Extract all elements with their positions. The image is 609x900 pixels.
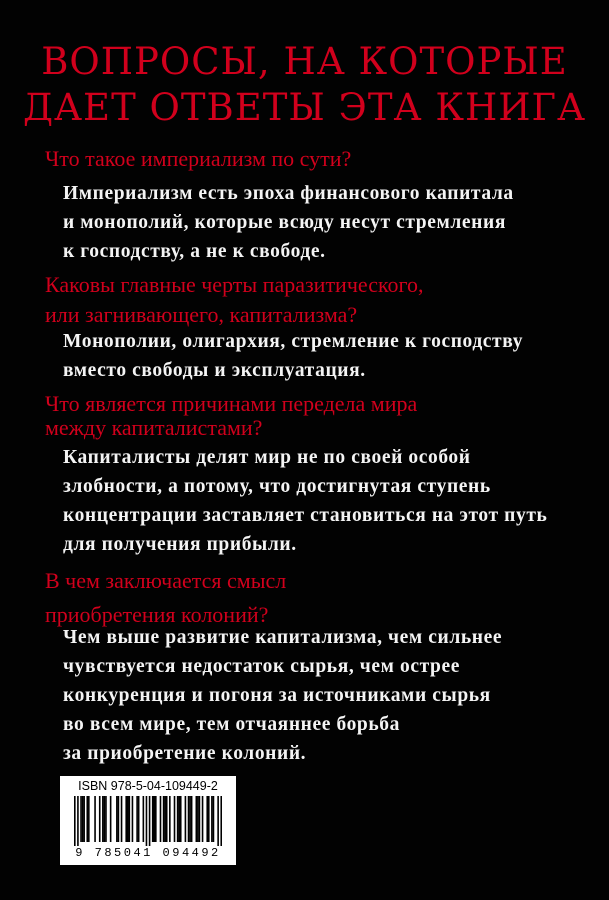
barcode-bar bbox=[121, 796, 123, 842]
title-line-2: ДАЕТ ОТВЕТЫ ЭТА КНИГА bbox=[22, 86, 587, 129]
barcode-bar bbox=[178, 796, 180, 842]
barcode-bar bbox=[105, 796, 107, 842]
barcode-bar bbox=[125, 796, 127, 842]
barcode-bar bbox=[166, 796, 168, 842]
barcode-bar bbox=[127, 796, 129, 842]
barcode-bar bbox=[82, 796, 84, 842]
isbn-barcode bbox=[60, 776, 236, 865]
barcode-bar bbox=[116, 796, 118, 842]
answer-2 bbox=[63, 327, 523, 385]
question-2-line-2: или загнивающего, капитализма? bbox=[45, 302, 358, 327]
barcode-bar bbox=[220, 796, 222, 846]
answer-2-line-1: Монополии, олигархия, стремление к господству bbox=[63, 331, 524, 352]
answer-4-line-2: чувствуется недостаток сырья, чем острее bbox=[63, 656, 460, 677]
question-3-line-1: Что является причинами передела мира bbox=[45, 391, 418, 416]
answer-3-line-1: Капиталисты делят мир не по своей особой bbox=[63, 447, 471, 468]
barcode-bar bbox=[88, 796, 90, 842]
barcode-bar bbox=[110, 796, 112, 842]
answer-4-line-3: конкуренция и погоня за источниками сырья bbox=[63, 685, 491, 706]
barcode-bar bbox=[136, 796, 138, 842]
barcode-bar bbox=[129, 796, 131, 842]
answer-1 bbox=[63, 179, 514, 266]
answer-1-line-2: и монополий, которые всюду несут стремления bbox=[63, 212, 507, 233]
barcode-bar bbox=[177, 796, 179, 842]
barcode-bar bbox=[180, 796, 182, 842]
barcode-bar bbox=[86, 796, 88, 842]
barcode-bars bbox=[74, 796, 222, 846]
question-3-line-2: между капиталистами? bbox=[45, 415, 263, 440]
answer-3-line-4: для получения прибыли. bbox=[63, 534, 297, 555]
barcode-bar bbox=[189, 796, 191, 842]
question-4-line-1: В чем заключается смысл bbox=[45, 568, 287, 593]
barcode-bar bbox=[118, 796, 120, 842]
title-line-1: ВОПРОСЫ, НА КОТОРЫЕ bbox=[41, 40, 568, 83]
barcode-bar bbox=[211, 796, 213, 842]
barcode-bar bbox=[202, 796, 204, 842]
question-1-line-1: Что такое империализм по сути? bbox=[45, 146, 352, 171]
barcode-bar bbox=[132, 796, 134, 842]
answer-4-line-4: во всем мире, тем отчаяннее борьба bbox=[63, 714, 400, 735]
barcode-bar bbox=[77, 796, 79, 846]
barcode-bar bbox=[208, 796, 210, 842]
isbn-label: ISBN 978-5-04-109449-2 bbox=[78, 779, 218, 793]
barcode-bar bbox=[74, 796, 76, 846]
barcode-bar bbox=[169, 796, 171, 842]
barcode-bar bbox=[206, 796, 208, 842]
answer-4-line-1: Чем выше развитие капитализма, чем сильнее bbox=[63, 627, 503, 648]
barcode-bar bbox=[174, 796, 176, 842]
question-2-line-1: Каковы главные черты паразитического, bbox=[45, 272, 424, 297]
barcode-bar bbox=[102, 796, 104, 842]
barcode-bar bbox=[138, 796, 140, 842]
barcode-bar bbox=[94, 796, 96, 842]
barcode-bar bbox=[196, 796, 198, 842]
barcode-bar bbox=[185, 796, 187, 842]
answer-3 bbox=[63, 443, 547, 559]
answer-1-line-3: к господству, а не к свободе. bbox=[63, 241, 326, 262]
barcode-bar bbox=[155, 796, 157, 842]
barcode-bar bbox=[163, 796, 165, 842]
answer-3-line-2: злобности, а потому, что достигнутая ступень bbox=[63, 476, 491, 497]
barcode-bar bbox=[191, 796, 193, 842]
barcode-bar bbox=[153, 796, 155, 842]
question-3 bbox=[45, 392, 417, 440]
barcode-bar bbox=[99, 796, 101, 842]
barcode-bar bbox=[149, 796, 151, 846]
barcode-bar bbox=[199, 796, 201, 842]
question-4-line-2: приобретения колоний? bbox=[45, 602, 269, 627]
barcode-bar bbox=[83, 796, 85, 842]
barcode-bar bbox=[164, 796, 166, 842]
barcode-bar bbox=[197, 796, 199, 842]
question-1 bbox=[45, 146, 351, 172]
answer-2-line-2: вместо свободы и эксплуатация. bbox=[63, 360, 366, 381]
barcode-bar bbox=[160, 796, 162, 842]
barcode-bar bbox=[213, 796, 215, 842]
barcode-bar bbox=[104, 796, 106, 842]
answer-1-line-1: Империализм есть эпоха финансового капитала bbox=[63, 183, 514, 204]
barcode-bar bbox=[152, 796, 154, 842]
answer-3-line-3: концентрации заставляет становиться на этот путь bbox=[63, 505, 548, 526]
question-4 bbox=[45, 564, 286, 632]
barcode-bar bbox=[146, 796, 148, 846]
ean-digits: 9 785041 094492 bbox=[75, 846, 221, 860]
answer-4-line-5: за приобретение колоний. bbox=[63, 743, 307, 764]
answer-4 bbox=[63, 623, 502, 768]
barcode-bar bbox=[143, 796, 145, 842]
question-2 bbox=[45, 270, 424, 330]
barcode-bar bbox=[80, 796, 82, 842]
barcode-bar bbox=[217, 796, 219, 846]
barcode-bar bbox=[188, 796, 190, 842]
